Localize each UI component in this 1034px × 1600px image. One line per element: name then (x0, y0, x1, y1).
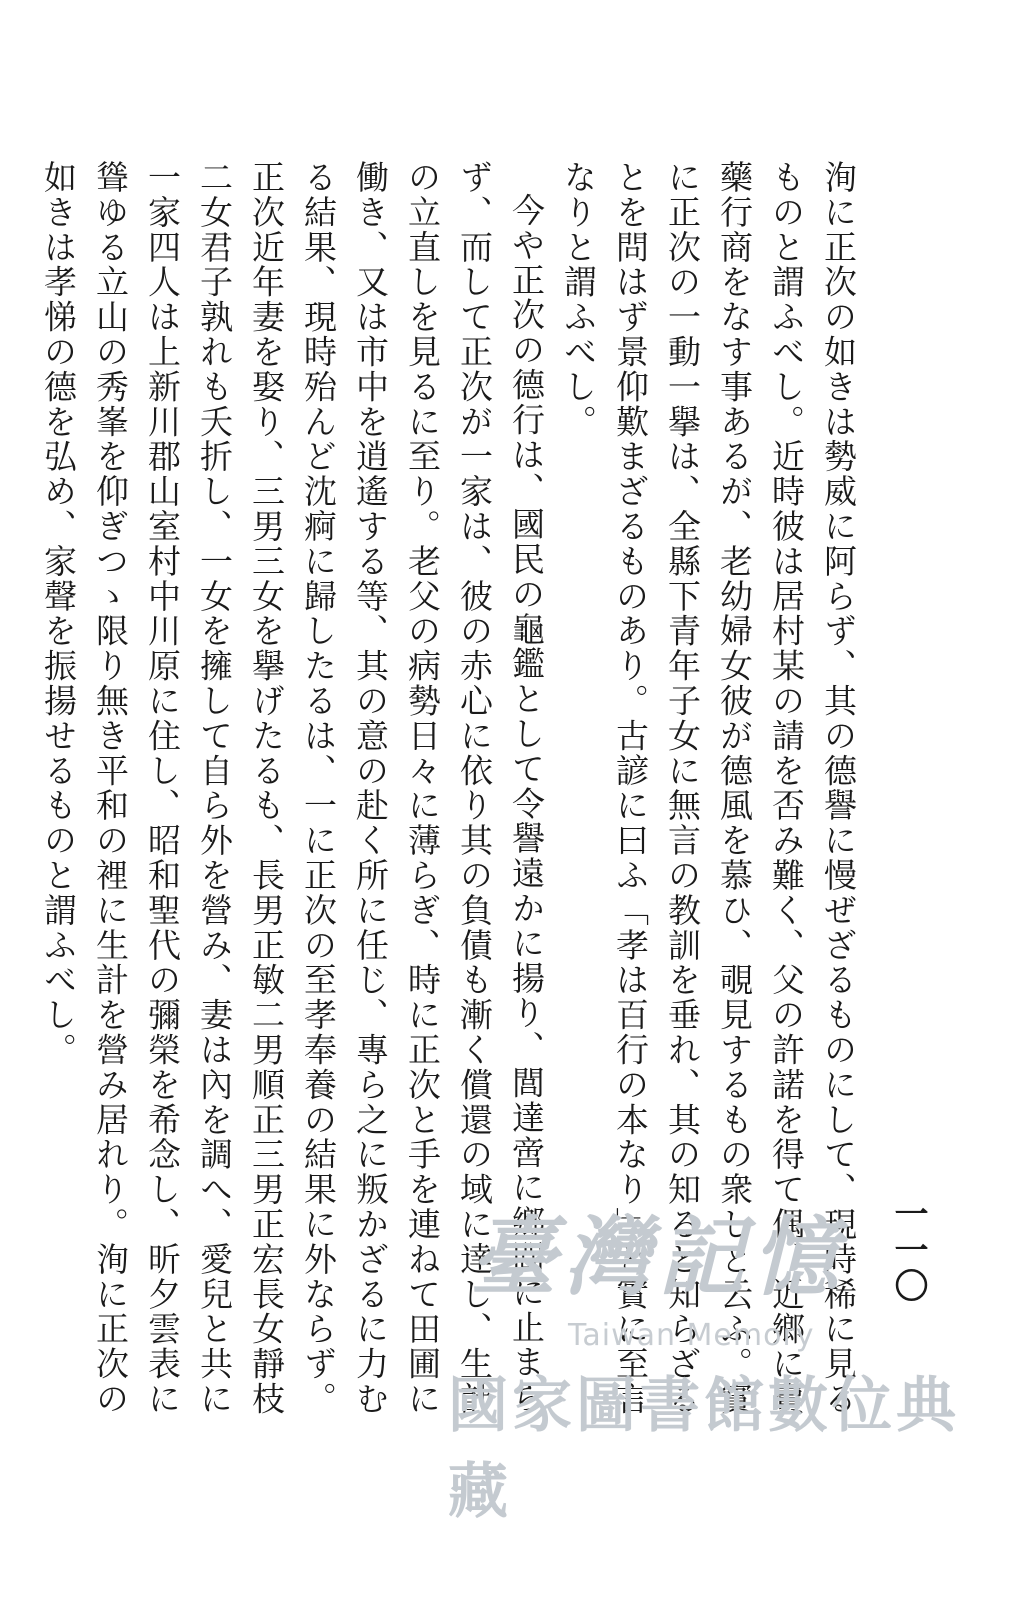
page-number: 一一〇 (888, 1196, 928, 1304)
body-text (32, 160, 864, 1450)
paragraph-1: 洵に正次の如きは勢威に阿らず、其の德譽に慢ぜざるものにして、現時稀に見るものと謂ふべし。近時彼は居村某の請を否み難く、父の許諾を得て偶、近鄉に賣藥行商をなす事あるが、老幼婦女彼が德風を慕ひ、覗見するもの衆しと云ふ。實に正次の一動一擧は、全縣下青年子女に無言の教訓を垂れ、其の知ると知らざるとを問はず景仰歎まざるものあり。古諺に曰ふ「孝は百行の本なり」と實に至言なりと謂ふべし。 (559, 160, 858, 1417)
watermark-latin: Taiwan Memory (568, 1318, 815, 1353)
paragraph-2: 今や正次の德行は、國民の龜鑑として令譽遠かに揚り、閭達啻に鄉閭に止まらず、而して正次が一家は、彼の赤心に依り其の負債も漸く償還の域に達し、生計の立直しを見るに至り。老父の病勢日々に薄らぎ、時に正次と手を連ねて田圃に働き、又は市中を逍遙する等、其の意の赴く所に任じ、專ら之に叛かざるに力むる結果、現時殆んど沈痾に歸したるは、一に正次の至孝奉養の結果に外ならず。正次近年妻を娶り、三男三女を擧げたるも、長男正敏二男順正三男正宏長女靜枝二女君子孰れも夭折し、一女を擁して自ら外を營み、妻は內を調へ、愛兒と共に一家四人は上新川郡山室村中川原に住し、昭和聖代の彌榮を希念し、昕夕雲表に聳ゆる立山の秀峯を仰ぎつゝ限り無き平和の裡に生計を營み居れり。洵に正次の如きは孝悌の德を弘め、家聲を振揚せるものと謂ふべし。 (39, 160, 546, 1417)
watermark-calligraphy: 臺灣記憶 (470, 1207, 846, 1308)
watermark-subtitle: 國家圖書館數位典藏 (448, 1371, 960, 1527)
